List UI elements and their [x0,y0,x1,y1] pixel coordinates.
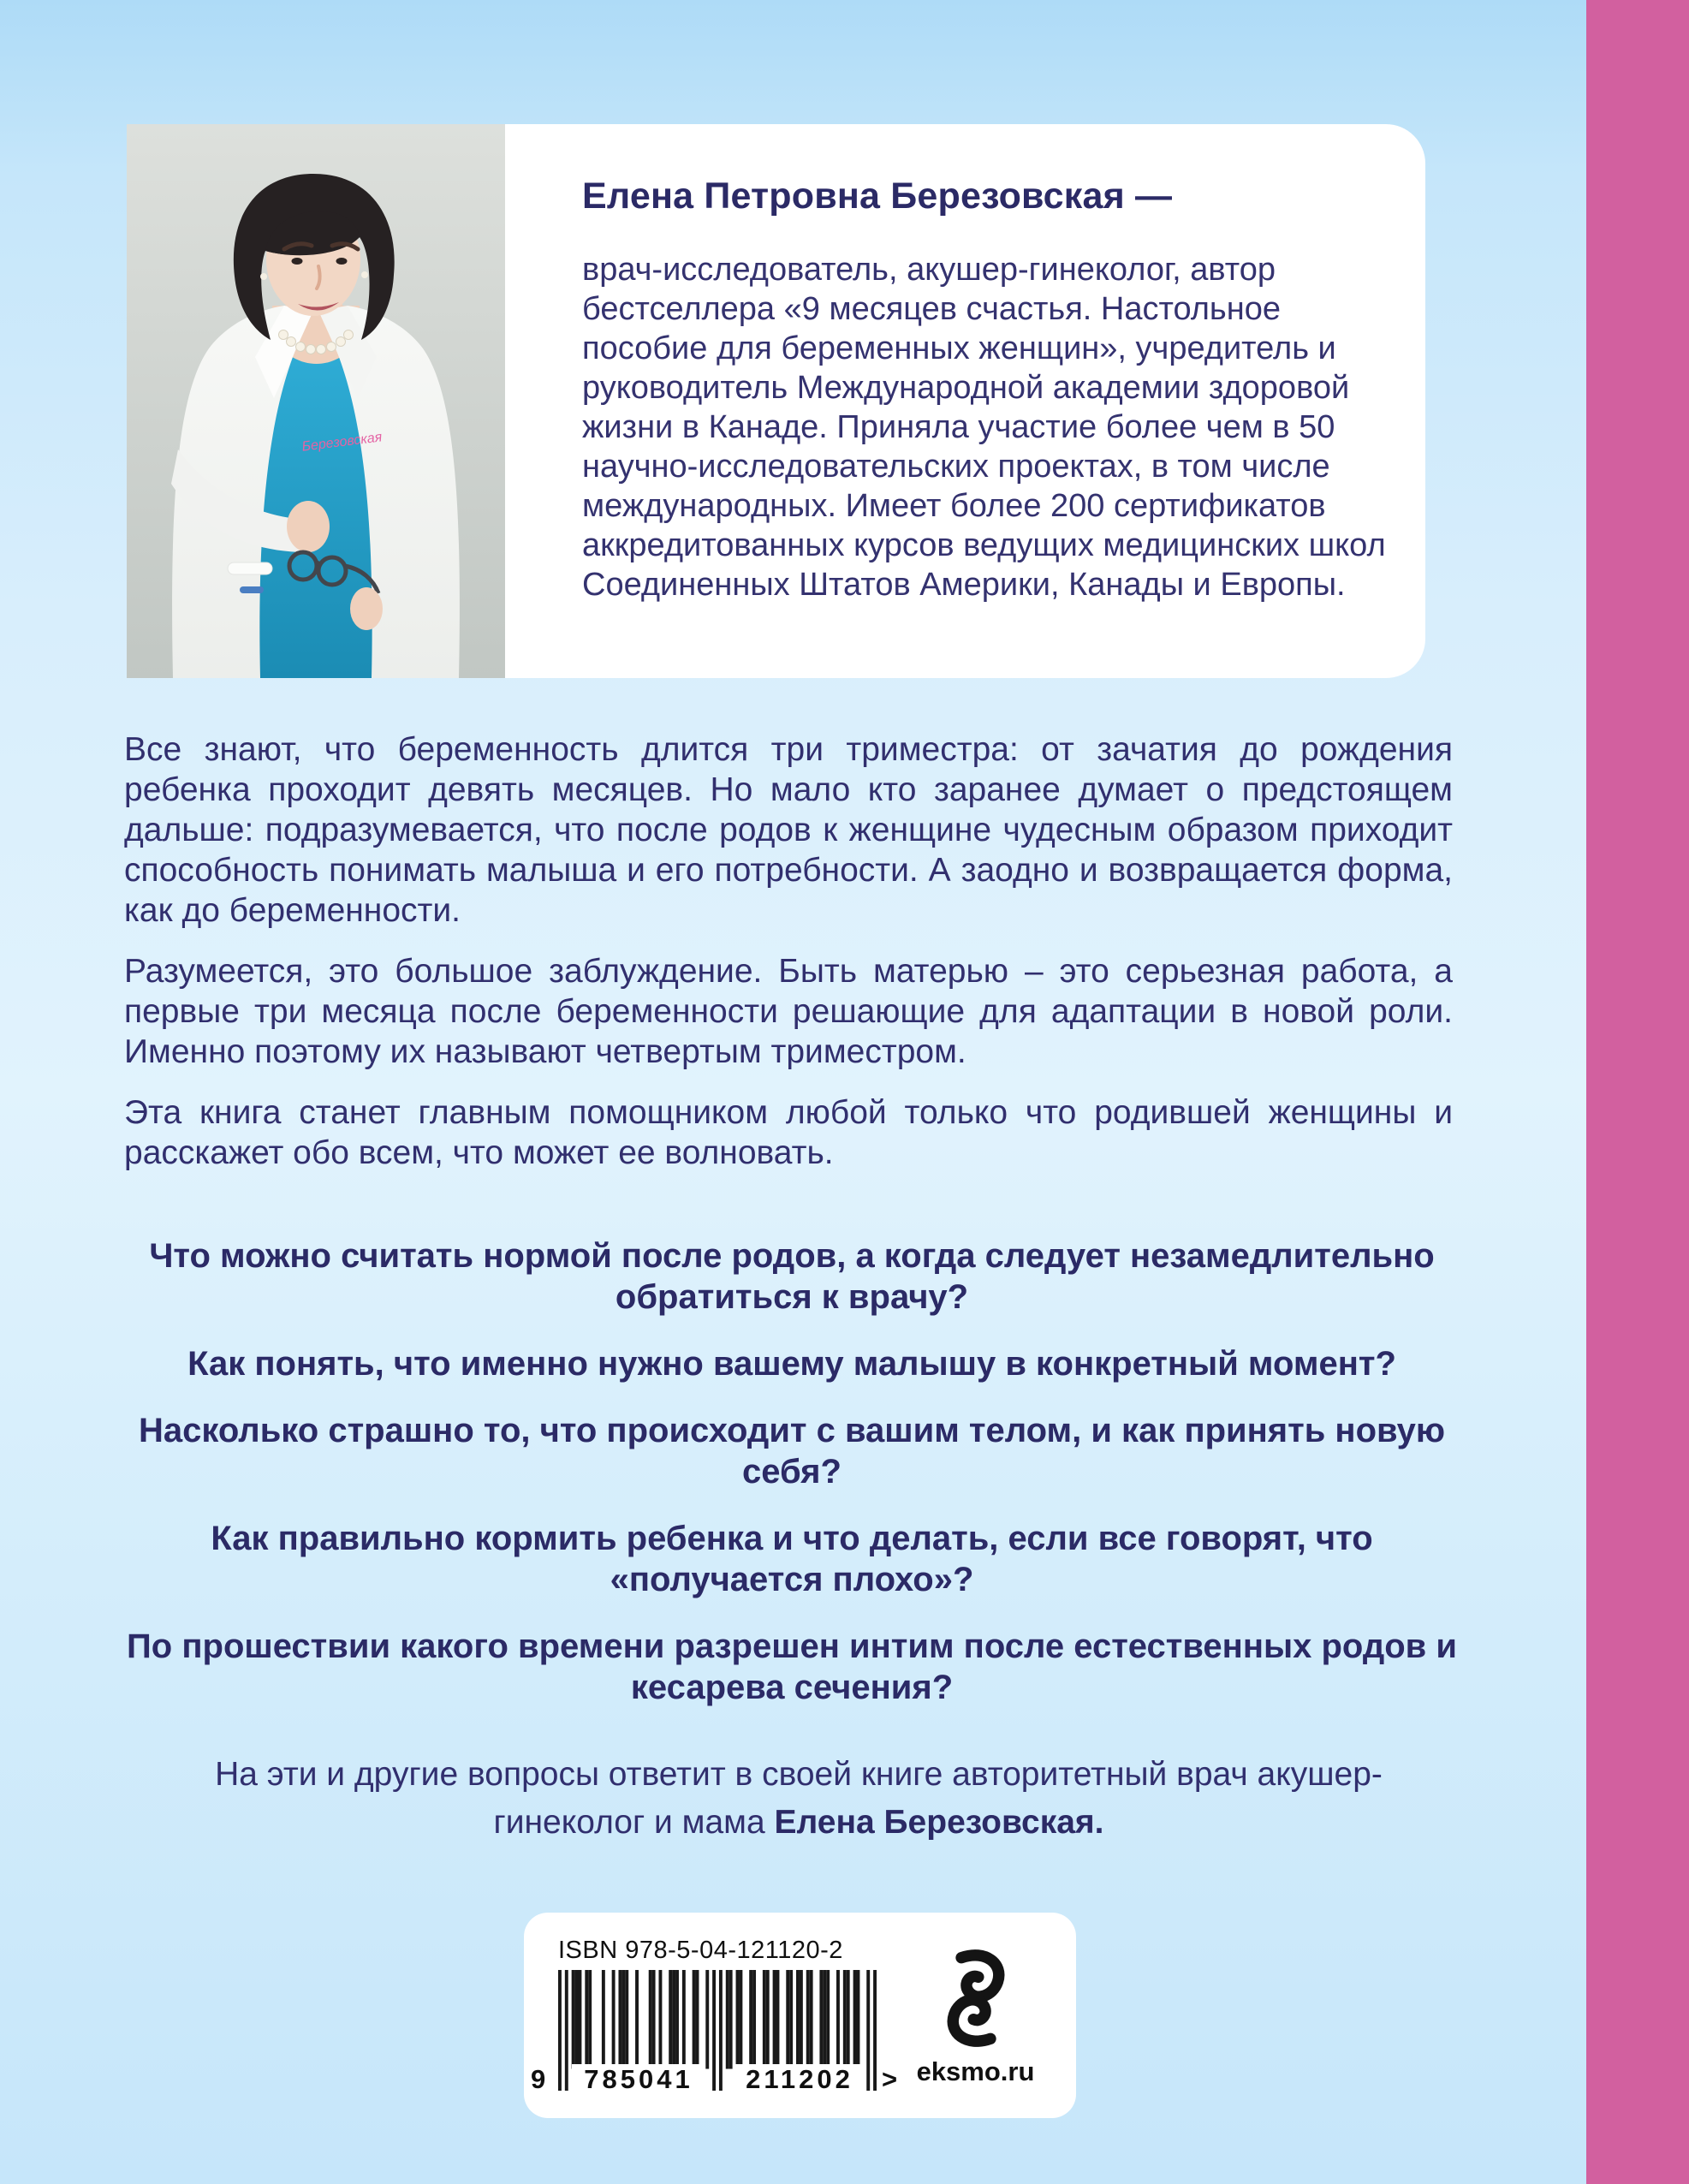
barcode-digit-group: 211202 [733,2064,866,2095]
annotation-paragraph: Все знают, что беременность длится три триместра: от зачатия до рождения ребенка проходит девять месяцев. Но мало кто заранее думает о предстоящем дальше: подразумевается, что после родов к женщине чудесным образом приходит способность понимать малыша и его потребности. А заодно и возвращается форма, как до беременности. [124,731,1453,929]
author-description: врач-исследователь, акушер-гинеколог, автор бестселлера «9 месяцев счастья. Настольное пособие для беременных женщин», учредитель и руководитель Международной академии здоровой жизни в Канаде. Приняла участие более чем в 50 научно-исследовательских проектах, в том числе международных. Имеет более 200 сертификатов аккредитованных курсов ведущих медицинских школ Соединенных Штатов Америки, Канады и Европы. [582,252,1386,603]
hand-at-waist [350,587,383,630]
barcode-digit-leading: 9 [531,2063,550,2094]
question-item: Что можно считать нормой после родов, а когда следует незамедлительно обратиться к врачу? [149,1237,1435,1316]
barcode-digits [531,2063,901,2095]
questions-list [124,1235,1460,1734]
barcode-column [531,1933,901,2098]
author-photo [127,124,505,678]
closing-note-text: На эти и другие вопросы ответит в своей книге авторитетный врач акушер-гинеколог и мама [215,1756,1383,1841]
question-item: Как понять, что именно нужно вашему малышу в конкретный момент? [187,1345,1396,1383]
hand-with-glasses [287,501,330,552]
barcode-digit-group: 785041 [572,2064,705,2095]
annotation-text [124,729,1453,1193]
annotation-paragraph: Эта книга станет главным помощником любой только что родившей женщины и расскажет обо всем, что может ее волновать. [124,1094,1453,1171]
pocket-emblem [240,586,264,593]
publisher-site: eksmo.ru [916,2056,1035,2086]
pink-spine-band [1586,0,1689,2184]
author-name-heading: Елена Петровна Березовская — [582,176,1173,217]
question-item: По прошествии какого времени разрешен интим после естественных родов и кесарева сечения? [127,1628,1457,1706]
isbn-number: ISBN 978-5-04-121120-2 [558,1936,843,1964]
publisher-column [897,1943,1054,2087]
isbn-barcode-box [524,1913,1076,2118]
annotation-paragraph: Разумеется, это большое заблуждение. Быть матерью – это серьезная работа, а первые три месяца после беременности решающие для адаптации в новой роли. Именно поэтому их называют четвертым триместром. [124,953,1453,1070]
coat-pocket [228,562,272,574]
question-item: Как правильно кормить ребенка и что делать, если все говорят, что «получается плохо»? [211,1520,1373,1598]
author-portrait-illustration [127,124,505,678]
closing-note-author: Елена Березовская. [774,1804,1104,1841]
eye-left [292,258,303,265]
barcode-quiet-zone-mark: > [882,2063,901,2094]
ean13-barcode [531,1970,901,2098]
coat-logo-script: Березовская [300,430,384,455]
eye-right [336,258,348,265]
closing-note [174,1751,1424,1847]
eksmo-logo-icon [937,1947,1015,2050]
question-item: Насколько страшно то, что происходит с вашим телом, и как принять новую себя? [138,1412,1446,1491]
author-bio [505,124,1425,678]
author-card [127,124,1425,678]
